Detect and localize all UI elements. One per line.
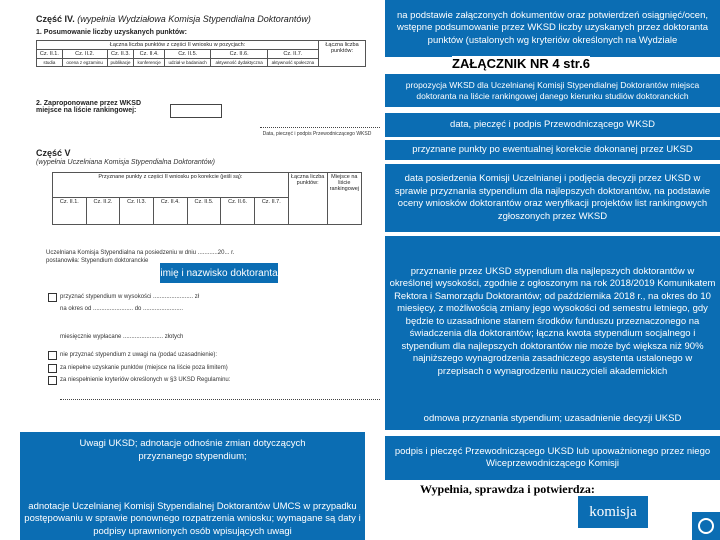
- callout-award: przyznanie przez UKSD stypendium dla najlepszych doktorantów w określonej wysokości, zgodnie z ogłoszonym na rok 2018/2019 Komunikatem Rektora i Samorządu Doktorantów; od października 2018 r., na okres do 10 miesięcy, z możliwością zmiany jego wysokości od semestru letniego, gdy będzie to uzasadnione stanem środków funduszu przeznaczonego na świadczenia dla doktorantów; łączna kwota stypendium socjalnego i stypendium dla najlepszych doktorantów nie może być większa niż 90% najniższego wynagrodzenia zasadniczego asystenta ustalonego w przepisach o wynagrodzeniu nauczycieli akademickich: [385, 236, 720, 408]
- student-name-placeholder: imię i nazwisko doktoranta: [160, 263, 278, 283]
- part5-col: Cz. II.4.: [153, 198, 187, 225]
- part4-section1: 1. Posumowanie liczby uzyskanych punktów:: [36, 29, 187, 36]
- option-monthly-text: miesięcznie wypłacane ........................ złotych: [60, 334, 184, 340]
- callout-points: przyznane punkty po ewentualnej korekcie dokonanej przez UKSD: [385, 140, 720, 160]
- part5-total-header: Łączna liczba punktów:: [288, 173, 327, 225]
- part4-col: Cz. II.4.: [134, 50, 164, 59]
- part4-title: Część IV. (wypełnia Wydziałowa Komisja Stypendialna Doktorantów): [36, 14, 311, 24]
- notes-text-2: adnotacje Uczelnianej Komisji Stypendialnej Doktorantów UMCS w przypadku postępowaniu w sprawie ponownego rozpatrzenia wniosku; wymagane są daty i podpisy uprawnionych osób wpisujących uwagi: [24, 500, 361, 537]
- part4-col: Cz. II.1.: [37, 50, 63, 59]
- option-points-checkbox[interactable]: [48, 364, 57, 373]
- part5-subtitle: (wypełnia Uczelniana Komisja Stypendialna Doktorantów): [36, 159, 215, 166]
- callout-meeting: data posiedzenia Komisji Uczelnianej i podjęcia decyzji przez UKSD w sprawie przyznania stypendium dla najlepszych doktorantów, na podstawie oceny wniosków doktorantów oraz weryfikacji projektów list rankingowych zgłoszonych przez WKSD: [385, 164, 720, 232]
- part4-col: Cz. II.5.: [164, 50, 211, 59]
- part5-col: Cz. II.7.: [254, 198, 288, 225]
- signature-line: [260, 126, 380, 128]
- part5-col: Cz. II.6.: [221, 198, 255, 225]
- part4-col-note: studia: [37, 59, 63, 67]
- part4-section2: 2. Zaproponowane przez WKSD miejsce na liście rankingowej:: [36, 100, 142, 114]
- komisja-badge: komisja: [578, 496, 648, 528]
- decision-line2: postanowiła: Stypendium doktoranckie: [46, 258, 149, 264]
- option-period-text: na okres od ........................ do ........................: [60, 306, 184, 312]
- logo-icon: [692, 512, 720, 540]
- callout-proposal: propozycja WKSD dla Uczelnianej Komisji Stypendialnej Doktorantów miejsca doktoranta na liście rankingowej danego kierunku studiów doktoranckich: [385, 74, 720, 107]
- part5-points-table: [52, 172, 362, 225]
- seal-note: Data, pieczęć i podpis Przewodniczącego WKSD: [262, 131, 372, 137]
- part5-col: Cz. II.3.: [120, 198, 154, 225]
- attachment-title: ZAŁĄCZNIK NR 4 str.6: [452, 56, 590, 71]
- callout-initial-summary: na podstawie załączonych dokumentów oraz potwierdzeń osiągnięć/ocen, wstępne podsumowanie przez WKSD liczby uzyskanych przez doktoranta punktów (ustalonych wg kryteriów określonych na Wydziale: [385, 0, 720, 57]
- part5-place-header: Miejsce na liście rankingowej: [327, 173, 361, 225]
- callout-signature: podpis i pieczęć Przewodniczącego UKSD lub upoważnionego przez niego Wiceprzewodniczącego Komisji: [385, 436, 720, 480]
- part4-col: Cz. II.3.: [107, 50, 134, 59]
- footer-label: Wypełnia, sprawdza i potwierdza:: [420, 482, 595, 496]
- option-criteria-checkbox[interactable]: [48, 376, 57, 385]
- callout-seal: data, pieczęć i podpis Przewodniczącego WKSD: [385, 113, 720, 137]
- part4-total-header: Łączna liczba punktów:: [319, 41, 366, 67]
- part4-table-header: Łączna liczba punktów z części II wniosku w pozycjach:: [37, 41, 319, 50]
- part5-col: Cz. II.2.: [86, 198, 120, 225]
- option-award-checkbox[interactable]: [48, 293, 57, 302]
- part4-col-note: aktywność dydaktyczna: [211, 59, 267, 67]
- part4-col: Cz. II.2.: [62, 50, 107, 59]
- part4-col: Cz. II.6.: [211, 50, 267, 59]
- option-points-text: za niepełne uzyskanie punktów (miejsce na liście poza limitem): [60, 365, 228, 371]
- part5-title: Część V: [36, 148, 71, 158]
- part4-col-note: konferencje: [134, 59, 164, 67]
- part5-col: Cz. II.1.: [53, 198, 87, 225]
- part4-col-note: ocena z egzaminu: [62, 59, 107, 67]
- part4-col-note: udział w badaniach: [164, 59, 211, 67]
- part4-points-table: [36, 40, 366, 67]
- justification-line: [60, 398, 380, 400]
- decision-line: Uczelniana Komisja Stypendialna na posiedzeniu w dniu ............20... r.: [46, 250, 235, 256]
- option-award-text: przyznać stypendium w wysokości ........................ zł: [60, 294, 200, 300]
- part5-table-header: Przyznane punkty z części II wniosku po korekcie (jeśli są):: [53, 173, 289, 198]
- notes-text: Uwagi UKSD; adnotacje odnośnie zmian dotyczących przyznanego stypendium;: [79, 438, 306, 462]
- ranking-place-box: [170, 104, 222, 118]
- part4-col-note: aktywność społeczna: [267, 59, 318, 67]
- callout-refusal: odmowa przyznania stypendium; uzasadnienie decyzji UKSD: [385, 408, 720, 430]
- part4-col: Cz. II.7.: [267, 50, 318, 59]
- part4-col-note: publikacje: [107, 59, 134, 67]
- callout-notes: [20, 432, 365, 540]
- part5-col: Cz. II.5.: [187, 198, 221, 225]
- option-refuse-text: nie przyznać stypendium z uwagi na (podać uzasadnienie):: [60, 352, 218, 358]
- option-criteria-text: za niespełnienie kryteriów określonych w §3 UKSD Regulaminu:: [60, 377, 231, 383]
- option-refuse-checkbox[interactable]: [48, 351, 57, 360]
